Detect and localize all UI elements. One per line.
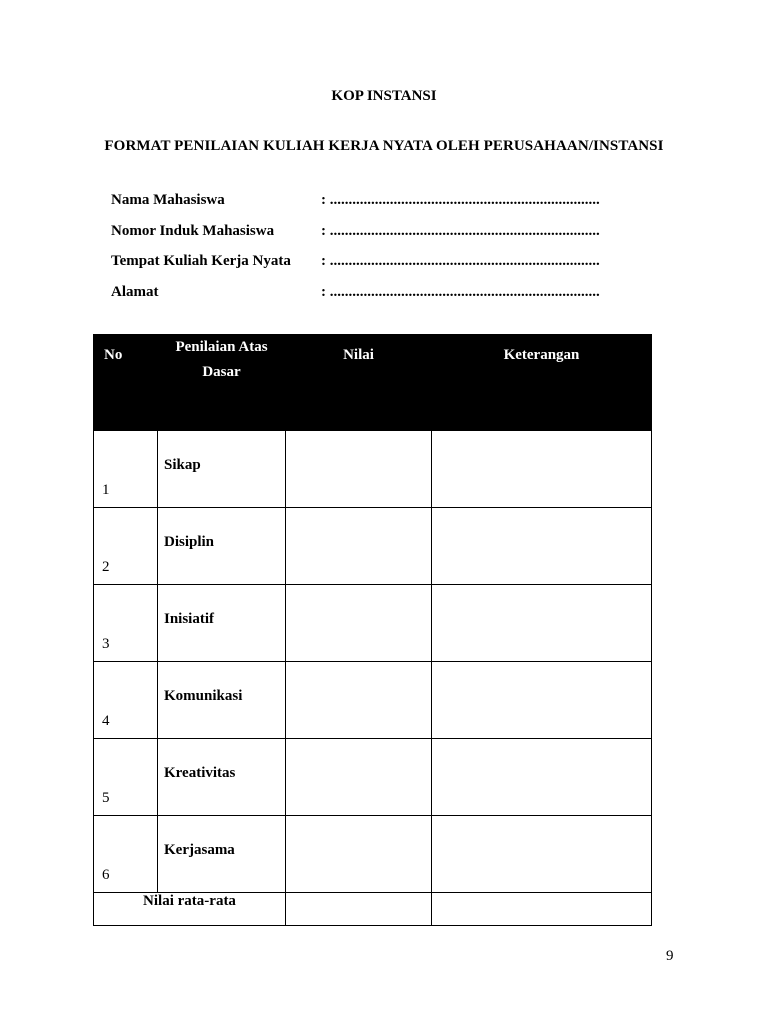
header-nilai: Nilai — [286, 335, 432, 431]
row-number-cell — [94, 585, 158, 662]
nilai-cell[interactable] — [286, 739, 432, 816]
row-basis-cell — [158, 508, 286, 585]
field-value: : ........................................................................ — [321, 192, 600, 208]
keterangan-cell[interactable] — [432, 585, 652, 662]
keterangan-cell[interactable] — [432, 508, 652, 585]
average-nilai-cell[interactable] — [286, 893, 432, 926]
header-basis-line1: Penilaian Atas — [175, 339, 268, 355]
page-number: 9 — [666, 948, 674, 964]
average-row — [94, 893, 652, 926]
row-number: 3 — [102, 636, 110, 652]
table-row — [94, 816, 652, 893]
row-basis: Kerjasama — [164, 842, 235, 858]
row-basis-cell — [158, 431, 286, 508]
table-row — [94, 662, 652, 739]
field-value: : ........................................................................ — [321, 223, 600, 239]
table-header-row — [94, 335, 652, 431]
row-basis: Kreativitas — [164, 765, 236, 781]
row-number-cell — [94, 816, 158, 893]
row-number: 2 — [102, 559, 110, 575]
header-basis-line2: Dasar — [202, 364, 241, 380]
nilai-cell[interactable] — [286, 431, 432, 508]
table-row — [94, 739, 652, 816]
keterangan-cell[interactable] — [432, 816, 652, 893]
header-basis — [158, 335, 286, 431]
row-basis: Inisiatif — [164, 611, 215, 627]
average-keterangan-cell[interactable] — [432, 893, 652, 926]
field-label: Nomor Induk Mahasiswa — [111, 223, 275, 239]
keterangan-cell[interactable] — [432, 662, 652, 739]
row-basis-cell — [158, 662, 286, 739]
document-title: FORMAT PENILAIAN KULIAH KERJA NYATA OLEH PERUSAHAAN/INSTANSI — [104, 138, 664, 154]
row-basis: Disiplin — [164, 534, 215, 550]
field-label: Alamat — [111, 284, 159, 300]
header-keterangan: Keterangan — [432, 335, 652, 431]
row-number: 6 — [102, 867, 110, 883]
field-value: : ........................................................................ — [321, 253, 600, 269]
row-basis: Komunikasi — [164, 688, 243, 704]
nilai-cell[interactable] — [286, 662, 432, 739]
field-value: : ........................................................................ — [321, 284, 600, 300]
nilai-cell[interactable] — [286, 508, 432, 585]
row-basis: Sikap — [164, 457, 201, 473]
row-number: 4 — [102, 713, 110, 729]
average-label-cell — [94, 893, 286, 926]
table-row — [94, 431, 652, 508]
field-nama-mahasiswa — [111, 192, 671, 212]
row-number-cell — [94, 508, 158, 585]
row-number-cell — [94, 431, 158, 508]
row-basis-cell — [158, 585, 286, 662]
nilai-cell[interactable] — [286, 585, 432, 662]
row-number-cell — [94, 739, 158, 816]
field-label: Nama Mahasiswa — [111, 192, 225, 208]
keterangan-cell[interactable] — [432, 431, 652, 508]
kop-instansi: KOP INSTANSI — [331, 88, 437, 104]
field-nomor-induk — [111, 223, 671, 243]
row-number-cell — [94, 662, 158, 739]
field-alamat — [111, 284, 671, 304]
table-row — [94, 585, 652, 662]
row-basis-cell — [158, 816, 286, 893]
row-number: 5 — [102, 790, 110, 806]
average-label: Nilai rata-rata — [143, 893, 236, 909]
table-row — [94, 508, 652, 585]
keterangan-cell[interactable] — [432, 739, 652, 816]
grading-table — [93, 334, 652, 926]
field-label: Tempat Kuliah Kerja Nyata — [111, 253, 291, 269]
field-tempat-kkn — [111, 253, 671, 273]
header-no: No — [94, 335, 158, 431]
row-number: 1 — [102, 482, 110, 498]
nilai-cell[interactable] — [286, 816, 432, 893]
row-basis-cell — [158, 739, 286, 816]
